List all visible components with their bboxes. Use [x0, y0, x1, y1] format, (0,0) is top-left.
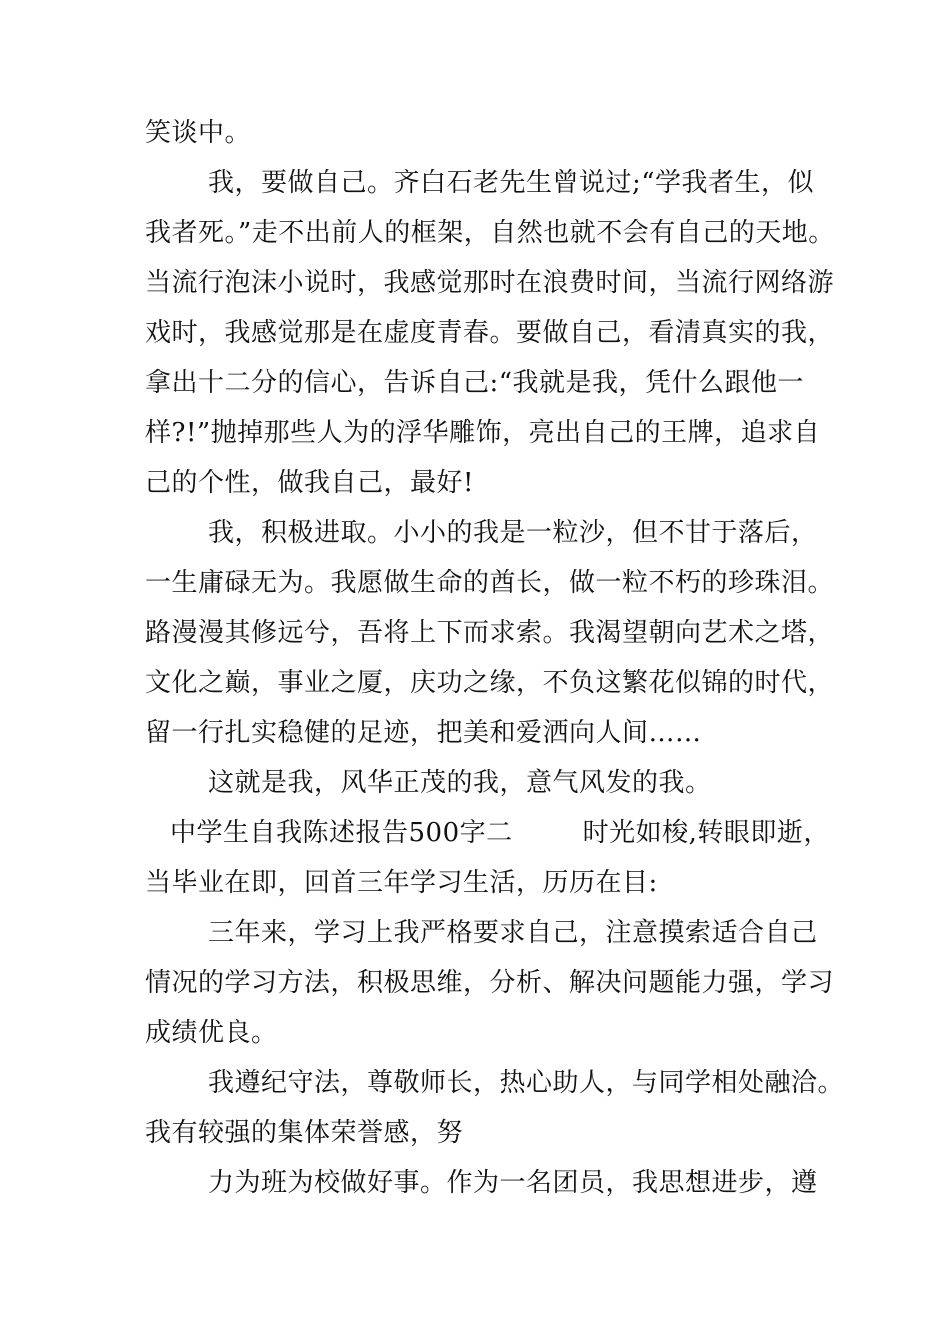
text-line: 拿出十二分的信心，告诉自己:“我就是我，凭什么跟他一	[145, 368, 805, 398]
text-line: 文化之巅，事业之厦，庆功之缘，不负这繁花似锦的时代，	[145, 668, 835, 698]
text-line: 笑谈中。	[145, 118, 252, 148]
text-line: 我者死。”走不出前人的框架，自然也就不会有自己的天地。	[145, 218, 835, 248]
paragraph-start-line: 我，积极进取。小小的我是一粒沙，但不甘于落后，	[208, 518, 818, 548]
section-heading-line	[170, 818, 830, 848]
text-line: 己的个性，做我自己，最好!	[145, 468, 474, 498]
text-line: 戏时，我感觉那是在虚度青春。要做自己，看清真实的我，	[145, 318, 835, 348]
paragraph-start-line: 力为班为校做好事。作为一名团员，我思想进步，遵	[208, 1168, 818, 1198]
text-line: 成绩优良。	[145, 1018, 278, 1048]
text-line: 我有较强的集体荣誉感，努	[145, 1118, 464, 1148]
text-line: 当流行泡沫小说时，我感觉那时在浪费时间，当流行网络游	[145, 268, 835, 298]
text-line: 留一行扎实稳健的足迹，把美和爱洒向人间……	[145, 718, 702, 748]
text-line: 情况的学习方法，积极思维，分析、解决问题能力强，学习	[145, 968, 835, 998]
text-line: 路漫漫其修远兮，吾将上下而求索。我渴望朝向艺术之塔，	[145, 618, 835, 648]
text-line: 一生庸碌无为。我愿做生命的酋长，做一粒不朽的珍珠泪。	[145, 568, 835, 598]
text-line: 当毕业在即，回首三年学习生活，历历在目:	[145, 868, 658, 898]
paragraph-start-line: 这就是我，风华正茂的我，意气风发的我。	[208, 768, 712, 798]
text-line: 样?!”抛掉那些人为的浮华雕饰，亮出自己的王牌，追求自	[145, 418, 821, 448]
section-heading: 中学生自我陈述报告500字二	[170, 818, 513, 848]
paragraph-start-line: 三年来，学习上我严格要求自己，注意摸索适合自己	[208, 918, 818, 948]
paragraph-start-line: 我遵纪守法，尊敬师长，热心助人，与同学相处融洽。	[208, 1068, 845, 1098]
heading-continuation: 时光如梭,转眼即逝，	[582, 818, 830, 848]
paragraph-start-line: 我，要做自己。齐白石老先生曾说过;“学我者生，似	[208, 168, 815, 198]
